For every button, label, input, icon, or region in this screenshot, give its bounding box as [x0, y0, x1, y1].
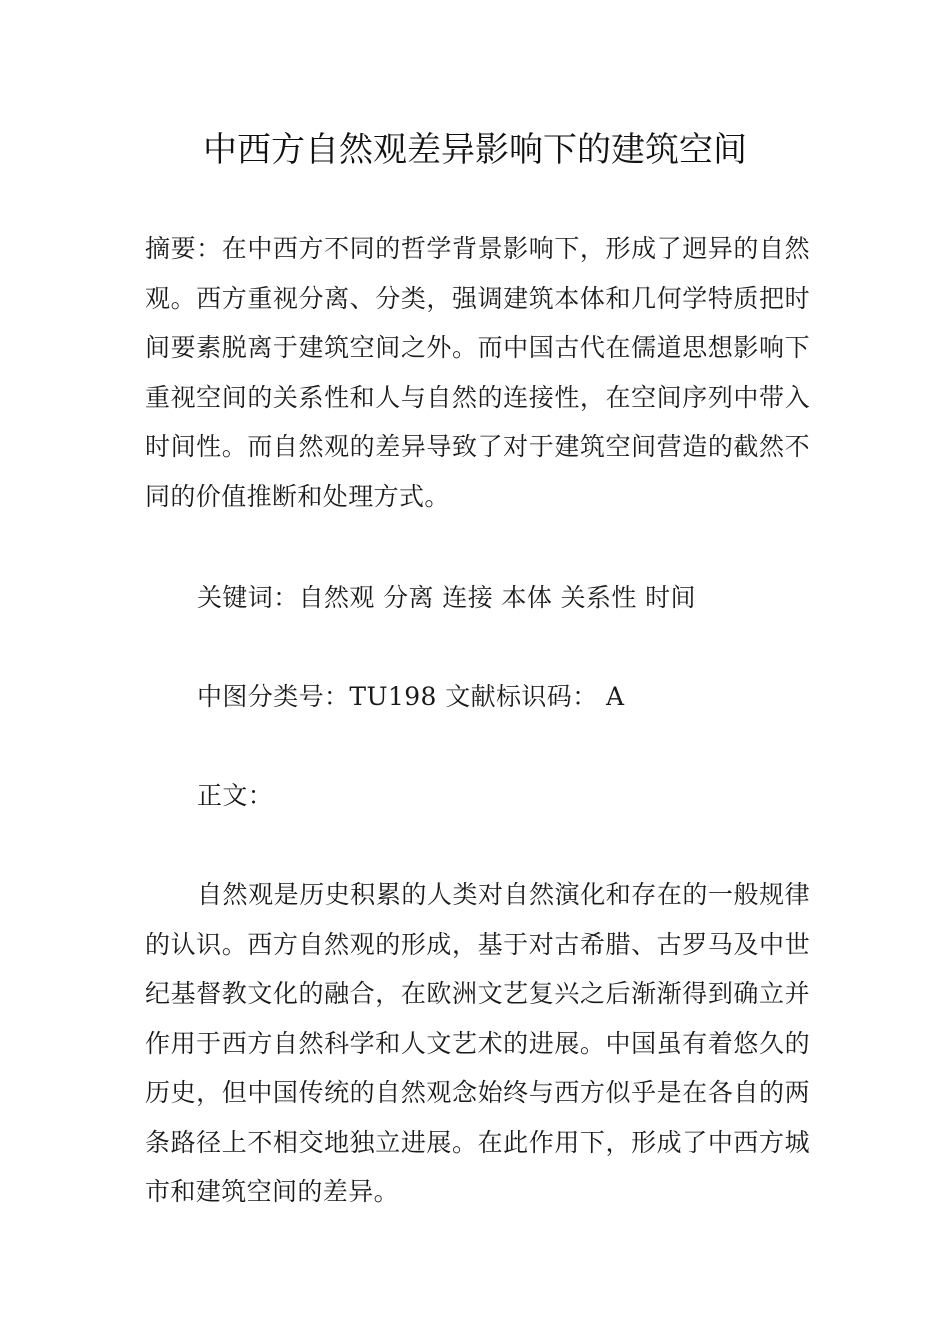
document-title: 中西方自然观差异影响下的建筑空间: [203, 130, 747, 170]
body-heading: 正文：: [197, 781, 274, 810]
body-paragraph: 自然观是历史积累的人类对自然演化和存在的一般规律的认识。西方自然观的形成，基于对古希腊、古罗马及中世纪基督教文化的融合，在欧洲文艺复兴之后渐渐得到确立并作用于西方自然科学和人文艺术的进展。中国虽有着悠久的历史，但中国传统的自然观念始终与西方似乎是在各自的两条路径上不相交地独立进展。在此作用下，形成了中西方城市和建筑空间的差异。: [145, 880, 810, 1206]
classification-line: 中图分类号：TU198 文献标识码： A: [197, 682, 625, 711]
abstract-paragraph: 摘要：在中西方不同的哲学背景影响下，形成了迥异的自然观。西方重视分离、分类，强调建筑本体和几何学特质把时间要素脱离于建筑空间之外。而中国古代在儒道思想影响下重视空间的关系性和人与自然的连接性，在空间序列中带入时间性。而自然观的差异导致了对于建筑空间营造的截然不同的价值推断和处理方式。: [145, 234, 810, 511]
keywords-line: 关键词：自然观 分离 连接 本体 关系性 时间: [197, 583, 696, 612]
